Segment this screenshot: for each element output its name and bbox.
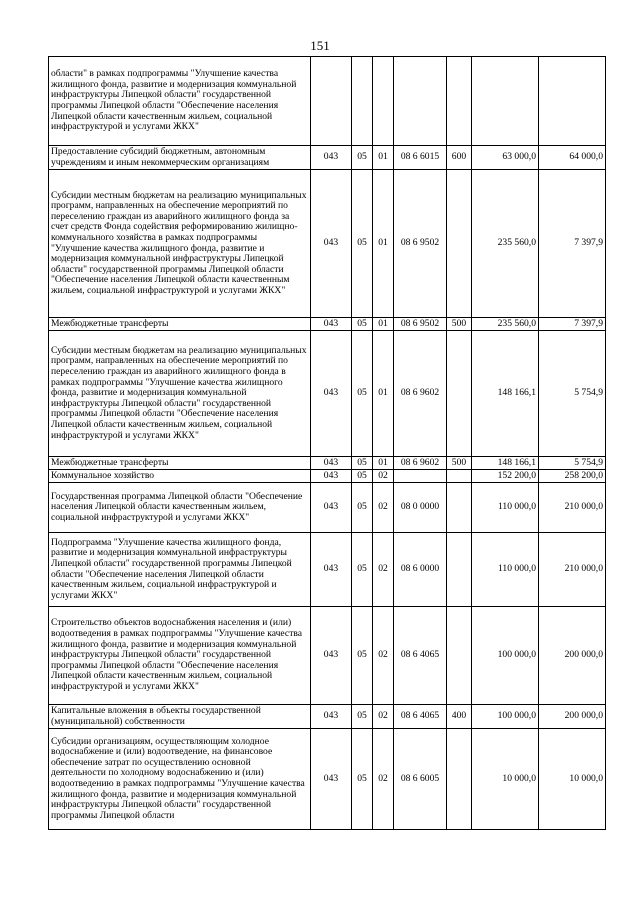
vedomstvo-code: 043 [311,331,352,457]
razdel-code: 05 [352,705,373,729]
vedomstvo-code: 043 [311,457,352,470]
podrazdel-code: 02 [373,470,394,483]
amount-year-1: 148 166,1 [472,457,539,470]
expense-type-code [447,483,472,533]
podrazdel-code: 02 [373,607,394,705]
razdel-code [352,57,373,146]
amount-year-2: 200 000,0 [539,607,606,705]
vedomstvo-code: 043 [311,318,352,331]
vedomstvo-code: 043 [311,607,352,705]
razdel-code: 05 [352,318,373,331]
expense-type-code [447,533,472,607]
amount-year-1: 110 000,0 [472,483,539,533]
vedomstvo-code: 043 [311,170,352,318]
amount-year-2: 200 000,0 [539,705,606,729]
podrazdel-code: 02 [373,483,394,533]
table-row [49,57,606,146]
amount-year-2: 64 000,0 [539,146,606,170]
razdel-code: 05 [352,170,373,318]
amount-year-1: 100 000,0 [472,705,539,729]
amount-year-2: 210 000,0 [539,533,606,607]
amount-year-1: 148 166,1 [472,331,539,457]
target-article-code: 08 6 9502 [394,170,447,318]
amount-year-1 [472,57,539,146]
podrazdel-code: 01 [373,170,394,318]
podrazdel-code [373,57,394,146]
expense-type-code [447,729,472,830]
expense-type-code: 500 [447,457,472,470]
amount-year-2: 5 754,9 [539,331,606,457]
amount-year-1: 63 000,0 [472,146,539,170]
razdel-code: 05 [352,729,373,830]
target-article-code: 08 6 0000 [394,533,447,607]
target-article-code: 08 6 9602 [394,331,447,457]
vedomstvo-code: 043 [311,729,352,830]
razdel-code: 05 [352,146,373,170]
amount-year-2 [539,57,606,146]
amount-year-2: 10 000,0 [539,729,606,830]
target-article-code: 08 6 6015 [394,146,447,170]
row-name: области" в рамках подпрограммы "Улучшение качества жилищного фонда, развитие и модернизация коммунальной инфраструктуры Липецкой области" государственной программы Липецкой области "Обеспечение населения Липецкой области качественным жильем, социальной инфраструктурой и услугами ЖКХ" [49,57,311,146]
target-article-code [394,470,447,483]
podrazdel-code: 02 [373,533,394,607]
row-name: Капитальные вложения в объекты государственной (муниципальной) собственности [49,705,311,729]
vedomstvo-code: 043 [311,705,352,729]
table-row [49,729,606,830]
amount-year-2: 5 754,9 [539,457,606,470]
page-number: 151 [310,38,330,53]
row-name: Субсидии местным бюджетам на реализацию муниципальных программ, направленных на обеспечение мероприятий по переселению граждан из аварийного жилищного фонда за счет средств Фонда содействия реформированию жилищно-коммунального хозяйства в рамках подпрограммы "Улучшение качества жилищного фонда, развитие и модернизация коммунальной инфраструктуры Липецкой области" государственной программы Липецкой области "Обеспечение населения Липецкой области качественным жильем, социальной инфраструктурой и услугами ЖКХ" [49,170,311,318]
row-name: Межбюджетные трансферты [49,457,311,470]
amount-year-2: 7 397,9 [539,318,606,331]
razdel-code: 05 [352,607,373,705]
table-row [49,170,606,318]
row-name: Субсидии местным бюджетам на реализацию муниципальных программ, направленных на обеспечение мероприятий по переселению граждан из аварийного жилищного фонда в рамках подпрограммы "Улучшение качества жилищного фонда, развитие и модернизация коммунальной инфраструктуры Липецкой области" государственной программы Липецкой области "Обеспечение населения Липецкой области качественным жильем, социальной инфраструктурой и услугами ЖКХ" [49,331,311,457]
amount-year-1: 100 000,0 [472,607,539,705]
table-row [49,705,606,729]
target-article-code: 08 6 9502 [394,318,447,331]
row-name: Межбюджетные трансферты [49,318,311,331]
row-name: Предоставление субсидий бюджетным, автономным учреждениям и иным некоммерческим организациям [49,146,311,170]
row-name: Государственная программа Липецкой области "Обеспечение населения Липецкой области качественным жильем, социальной инфраструктурой и услугами ЖКХ" [49,483,311,533]
target-article-code: 08 6 9602 [394,457,447,470]
podrazdel-code: 01 [373,146,394,170]
amount-year-2: 7 397,9 [539,170,606,318]
row-name: Строительство объектов водоснабжения населения и (или) водоотведения в рамках подпрограммы "Улучшение качества жилищного фонда, развитие и модернизация коммунальной инфраструктуры Липецкой области" государственной программы Липецкой области "Обеспечение населения Липецкой области качественным жильем, социальной инфраструктурой и услугами ЖКХ" [49,607,311,705]
expense-type-code [447,170,472,318]
razdel-code: 05 [352,470,373,483]
table-row [49,457,606,470]
vedomstvo-code: 043 [311,483,352,533]
table-row [49,331,606,457]
amount-year-1: 110 000,0 [472,533,539,607]
amount-year-1: 10 000,0 [472,729,539,830]
razdel-code: 05 [352,483,373,533]
row-name: Подпрограмма "Улучшение качества жилищного фонда, развитие и модернизация коммунальной инфраструктуры Липецкой области" государственной программы Липецкой области "Обеспечение населения Липецкой области качественным жильем, социальной инфраструктурой и услугами ЖКХ" [49,533,311,607]
podrazdel-code: 02 [373,705,394,729]
amount-year-1: 152 200,0 [472,470,539,483]
razdel-code: 05 [352,457,373,470]
amount-year-1: 235 560,0 [472,318,539,331]
vedomstvo-code: 043 [311,470,352,483]
vedomstvo-code: 043 [311,146,352,170]
amount-year-2: 258 200,0 [539,470,606,483]
budget-table [48,56,606,830]
target-article-code: 08 6 4065 [394,607,447,705]
expense-type-code: 400 [447,705,472,729]
row-name: Коммунальное хозяйство [49,470,311,483]
amount-year-1: 235 560,0 [472,170,539,318]
expense-type-code: 500 [447,318,472,331]
table-row [49,533,606,607]
podrazdel-code: 01 [373,457,394,470]
podrazdel-code: 01 [373,318,394,331]
razdel-code: 05 [352,331,373,457]
table-row [49,318,606,331]
expense-type-code [447,331,472,457]
podrazdel-code: 01 [373,331,394,457]
target-article-code [394,57,447,146]
amount-year-2: 210 000,0 [539,483,606,533]
expense-type-code [447,470,472,483]
target-article-code: 08 6 4065 [394,705,447,729]
row-name: Субсидии организациям, осуществляющим холодное водоснабжение и (или) водоотведение, на финансовое обеспечение затрат по осуществлению основной деятельности по холодному водоснабжению и (или) водоотведению в рамках подпрограммы "Улучшение качества жилищного фонда, развитие и модернизация коммунальной инфраструктуры Липецкой области" государственной программы Липецкой области [49,729,311,830]
expense-type-code: 600 [447,146,472,170]
target-article-code: 08 0 0000 [394,483,447,533]
razdel-code: 05 [352,533,373,607]
expense-type-code [447,57,472,146]
table-row [49,470,606,483]
table-row [49,146,606,170]
expense-type-code [447,607,472,705]
podrazdel-code: 02 [373,729,394,830]
table-row [49,607,606,705]
table-row [49,483,606,533]
target-article-code: 08 6 6005 [394,729,447,830]
vedomstvo-code: 043 [311,533,352,607]
vedomstvo-code [311,57,352,146]
